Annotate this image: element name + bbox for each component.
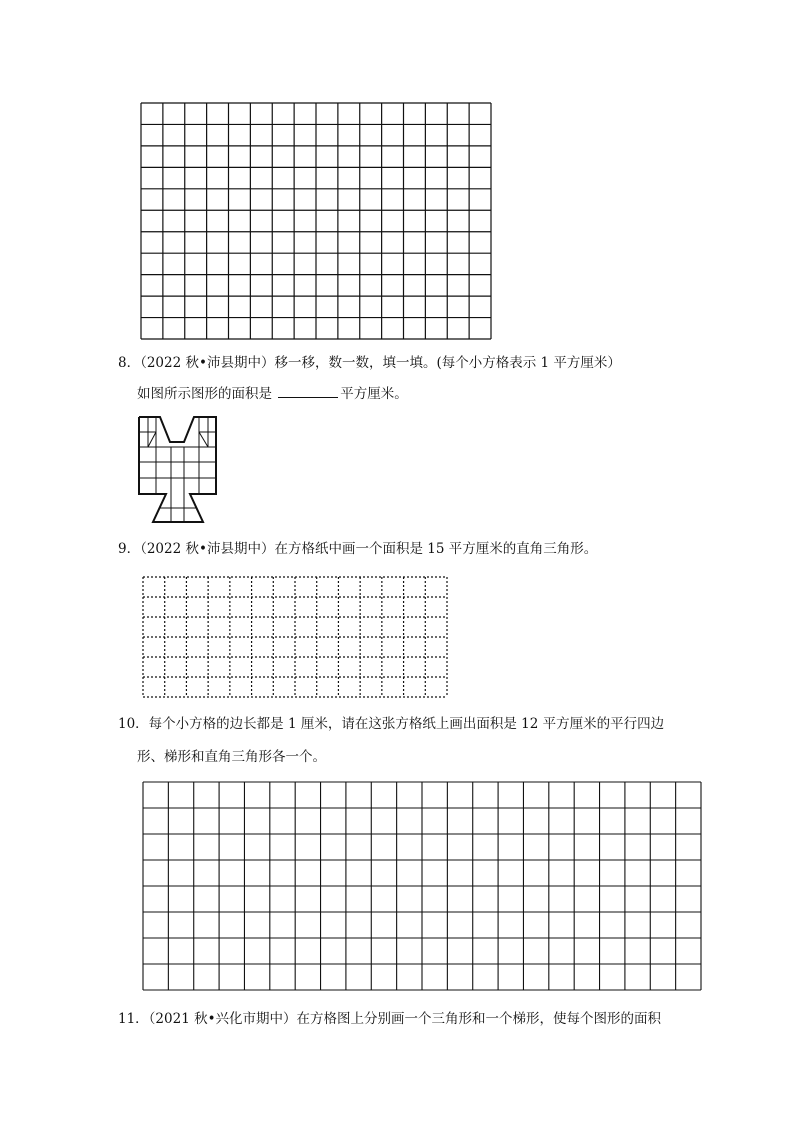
q9-line1: 9．（2022 秋•沛县期中）在方格纸中画一个面积是 15 平方厘米的直角三角形。 — [118, 541, 598, 557]
q8-answer-blank[interactable] — [278, 385, 338, 398]
q8-line2 — [137, 385, 408, 403]
q10-grid — [142, 781, 702, 991]
q8-figure-grid — [139, 417, 216, 522]
top-grid — [140, 102, 492, 340]
q8-line2-before: 如图所示图形的面积是 — [137, 386, 272, 402]
q8-figure — [136, 414, 220, 526]
q9-grid — [142, 576, 448, 698]
q10-line1: 10．每个小方格的边长都是 1 厘米，请在这张方格纸上画出面积是 12 平方厘米的平行四边 — [118, 716, 665, 732]
q8-figure-outline — [139, 417, 216, 522]
q11-line1: 11．（2021 秋•兴化市期中）在方格图上分别画一个三角形和一个梯形，使每个图形的面积 — [118, 1011, 662, 1027]
q8-line2-after: 平方厘米。 — [340, 386, 408, 402]
q8-line1: 8．（2022 秋•沛县期中）移一移，数一数，填一填。(每个小方格表示 1 平方厘米） — [118, 355, 621, 371]
q10-line2: 形、梯形和直角三角形各一个。 — [137, 749, 326, 765]
